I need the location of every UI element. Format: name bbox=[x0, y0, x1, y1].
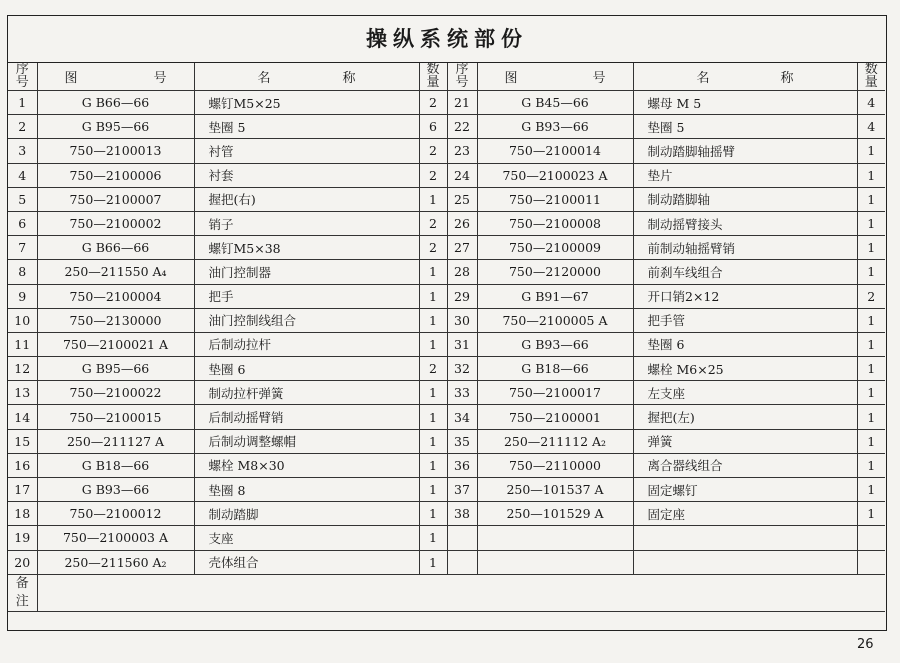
part-name-cell: 油门控制线组合 bbox=[194, 308, 419, 332]
seq-cell: 26 bbox=[447, 211, 477, 235]
drawing-number-cell: 250—211560 A₂ bbox=[37, 550, 194, 574]
table-row bbox=[8, 115, 885, 139]
header-drawing-left: 图 号 bbox=[37, 63, 194, 91]
quantity-cell: 1 bbox=[857, 332, 885, 356]
drawing-number-cell: 750—2100022 bbox=[37, 381, 194, 405]
quantity-cell: 2 bbox=[419, 163, 447, 187]
drawing-number-cell: G B66—66 bbox=[37, 91, 194, 115]
seq-cell: 20 bbox=[8, 550, 37, 574]
part-name-cell: 垫圈 6 bbox=[194, 357, 419, 381]
drawing-number-cell: 750—2100004 bbox=[37, 284, 194, 308]
table-row bbox=[8, 478, 885, 502]
table-row bbox=[8, 163, 885, 187]
page-title: 操纵系统部份 bbox=[8, 16, 886, 63]
part-name-cell: 螺钉M5×38 bbox=[194, 236, 419, 260]
quantity-cell: 1 bbox=[857, 381, 885, 405]
drawing-number-cell bbox=[477, 550, 633, 574]
seq-cell: 23 bbox=[447, 139, 477, 163]
quantity-cell: 1 bbox=[419, 284, 447, 308]
drawing-number-cell: G B93—66 bbox=[477, 115, 633, 139]
quantity-cell: 4 bbox=[857, 115, 885, 139]
part-name-cell: 前刹车线组合 bbox=[633, 260, 857, 284]
seq-cell: 29 bbox=[447, 284, 477, 308]
drawing-number-cell: G B66—66 bbox=[37, 236, 194, 260]
seq-cell: 22 bbox=[447, 115, 477, 139]
seq-cell: 35 bbox=[447, 429, 477, 453]
header-row bbox=[8, 63, 885, 91]
drawing-number-cell: 750—2100005 A bbox=[477, 308, 633, 332]
seq-cell: 27 bbox=[447, 236, 477, 260]
part-name-cell: 后制动拉杆 bbox=[194, 332, 419, 356]
quantity-cell: 1 bbox=[419, 526, 447, 550]
drawing-number-cell: 250—211550 A₄ bbox=[37, 260, 194, 284]
seq-cell: 15 bbox=[8, 429, 37, 453]
quantity-cell: 1 bbox=[419, 478, 447, 502]
seq-cell: 10 bbox=[8, 308, 37, 332]
quantity-cell: 1 bbox=[857, 260, 885, 284]
remarks-label: 备 注 bbox=[8, 574, 37, 611]
drawing-number-cell: 250—211112 A₂ bbox=[477, 429, 633, 453]
part-name-cell: 制动摇臂接头 bbox=[633, 211, 857, 235]
quantity-cell: 1 bbox=[857, 478, 885, 502]
header-name-right: 名 称 bbox=[633, 63, 857, 91]
drawing-number-cell: 750—2100002 bbox=[37, 211, 194, 235]
part-name-cell: 垫圈 8 bbox=[194, 478, 419, 502]
drawing-number-cell: 750—2100014 bbox=[477, 139, 633, 163]
part-name-cell bbox=[633, 526, 857, 550]
seq-cell: 11 bbox=[8, 332, 37, 356]
drawing-number-cell: 750—2100007 bbox=[37, 187, 194, 211]
part-name-cell: 壳体组合 bbox=[194, 550, 419, 574]
table-row bbox=[8, 526, 885, 550]
seq-cell: 13 bbox=[8, 381, 37, 405]
quantity-cell: 1 bbox=[419, 260, 447, 284]
part-name-cell: 后制动摇臂销 bbox=[194, 405, 419, 429]
quantity-cell: 1 bbox=[857, 163, 885, 187]
part-name-cell: 左支座 bbox=[633, 381, 857, 405]
quantity-cell: 1 bbox=[857, 405, 885, 429]
quantity-cell: 1 bbox=[857, 429, 885, 453]
quantity-cell: 1 bbox=[857, 187, 885, 211]
drawing-number-cell: G B95—66 bbox=[37, 115, 194, 139]
seq-cell: 16 bbox=[8, 453, 37, 477]
part-name-cell: 制动踏脚轴 bbox=[633, 187, 857, 211]
seq-cell: 6 bbox=[8, 211, 37, 235]
page-number: 26 bbox=[857, 637, 874, 652]
quantity-cell: 2 bbox=[419, 236, 447, 260]
table-row bbox=[8, 236, 885, 260]
parts-table bbox=[8, 63, 885, 612]
table-row bbox=[8, 381, 885, 405]
quantity-cell bbox=[857, 550, 885, 574]
header-seq-left: 序 号 bbox=[8, 63, 37, 91]
seq-cell: 1 bbox=[8, 91, 37, 115]
table-row bbox=[8, 357, 885, 381]
table-row bbox=[8, 260, 885, 284]
seq-cell: 38 bbox=[447, 502, 477, 526]
table-row bbox=[8, 550, 885, 574]
quantity-cell: 4 bbox=[857, 91, 885, 115]
quantity-cell: 1 bbox=[419, 405, 447, 429]
seq-cell bbox=[447, 526, 477, 550]
header-drawing-right: 图 号 bbox=[477, 63, 633, 91]
table-row bbox=[8, 429, 885, 453]
part-name-cell: 垫圈 5 bbox=[194, 115, 419, 139]
quantity-cell: 1 bbox=[857, 453, 885, 477]
drawing-number-cell: 750—2100001 bbox=[477, 405, 633, 429]
drawing-number-cell: 750—2100013 bbox=[37, 139, 194, 163]
table-row bbox=[8, 187, 885, 211]
quantity-cell: 1 bbox=[419, 429, 447, 453]
quantity-cell: 1 bbox=[857, 357, 885, 381]
quantity-cell: 2 bbox=[857, 284, 885, 308]
part-name-cell: 油门控制器 bbox=[194, 260, 419, 284]
part-name-cell: 制动踏脚轴摇臂 bbox=[633, 139, 857, 163]
part-name-cell: 制动拉杆弹簧 bbox=[194, 381, 419, 405]
seq-cell: 25 bbox=[447, 187, 477, 211]
seq-cell: 18 bbox=[8, 502, 37, 526]
quantity-cell bbox=[857, 526, 885, 550]
quantity-cell: 1 bbox=[857, 502, 885, 526]
table-row bbox=[8, 332, 885, 356]
drawing-number-cell: 750—2100003 A bbox=[37, 526, 194, 550]
table-row bbox=[8, 308, 885, 332]
table-row bbox=[8, 502, 885, 526]
drawing-number-cell: G B95—66 bbox=[37, 357, 194, 381]
quantity-cell: 2 bbox=[419, 211, 447, 235]
table-row bbox=[8, 405, 885, 429]
drawing-number-cell: 750—2100011 bbox=[477, 187, 633, 211]
part-name-cell: 后制动调整螺帽 bbox=[194, 429, 419, 453]
drawing-number-cell: 750—2100008 bbox=[477, 211, 633, 235]
drawing-number-cell: 250—101529 A bbox=[477, 502, 633, 526]
drawing-number-cell: 750—2130000 bbox=[37, 308, 194, 332]
seq-cell: 28 bbox=[447, 260, 477, 284]
part-name-cell: 螺钉M5×25 bbox=[194, 91, 419, 115]
table-row bbox=[8, 139, 885, 163]
seq-cell: 7 bbox=[8, 236, 37, 260]
part-name-cell: 握把(左) bbox=[633, 405, 857, 429]
drawing-number-cell: 750—2100017 bbox=[477, 381, 633, 405]
table-row bbox=[8, 284, 885, 308]
quantity-cell: 2 bbox=[419, 139, 447, 163]
part-name-cell: 把手管 bbox=[633, 308, 857, 332]
quantity-cell: 1 bbox=[419, 187, 447, 211]
header-name-left: 名 称 bbox=[194, 63, 419, 91]
remarks-content bbox=[37, 574, 885, 611]
part-name-cell: 弹簧 bbox=[633, 429, 857, 453]
part-name-cell: 垫圈 6 bbox=[633, 332, 857, 356]
part-name-cell: 离合器线组合 bbox=[633, 453, 857, 477]
drawing-number-cell: 250—101537 A bbox=[477, 478, 633, 502]
seq-cell: 37 bbox=[447, 478, 477, 502]
seq-cell: 8 bbox=[8, 260, 37, 284]
seq-cell: 12 bbox=[8, 357, 37, 381]
seq-cell: 36 bbox=[447, 453, 477, 477]
drawing-number-cell: G B93—66 bbox=[37, 478, 194, 502]
seq-cell: 30 bbox=[447, 308, 477, 332]
part-name-cell: 销子 bbox=[194, 211, 419, 235]
quantity-cell: 1 bbox=[857, 211, 885, 235]
drawing-number-cell: 750—2100006 bbox=[37, 163, 194, 187]
part-name-cell: 衬管 bbox=[194, 139, 419, 163]
drawing-number-cell: G B45—66 bbox=[477, 91, 633, 115]
drawing-number-cell: G B91—67 bbox=[477, 284, 633, 308]
parts-sheet bbox=[7, 15, 887, 631]
seq-cell: 32 bbox=[447, 357, 477, 381]
part-name-cell: 衬套 bbox=[194, 163, 419, 187]
seq-cell: 19 bbox=[8, 526, 37, 550]
seq-cell: 4 bbox=[8, 163, 37, 187]
drawing-number-cell bbox=[477, 526, 633, 550]
part-name-cell: 开口销2×12 bbox=[633, 284, 857, 308]
part-name-cell: 垫圈 5 bbox=[633, 115, 857, 139]
seq-cell: 5 bbox=[8, 187, 37, 211]
quantity-cell: 1 bbox=[857, 308, 885, 332]
drawing-number-cell: G B93—66 bbox=[477, 332, 633, 356]
seq-cell bbox=[447, 550, 477, 574]
seq-cell: 34 bbox=[447, 405, 477, 429]
part-name-cell: 支座 bbox=[194, 526, 419, 550]
part-name-cell: 固定螺钉 bbox=[633, 478, 857, 502]
seq-cell: 24 bbox=[447, 163, 477, 187]
part-name-cell: 把手 bbox=[194, 284, 419, 308]
table-row bbox=[8, 91, 885, 115]
part-name-cell: 固定座 bbox=[633, 502, 857, 526]
seq-cell: 31 bbox=[447, 332, 477, 356]
quantity-cell: 2 bbox=[419, 91, 447, 115]
part-name-cell: 螺母 M 5 bbox=[633, 91, 857, 115]
part-name-cell bbox=[633, 550, 857, 574]
quantity-cell: 6 bbox=[419, 115, 447, 139]
seq-cell: 3 bbox=[8, 139, 37, 163]
part-name-cell: 制动踏脚 bbox=[194, 502, 419, 526]
drawing-number-cell: 750—2100015 bbox=[37, 405, 194, 429]
drawing-number-cell: 250—211127 A bbox=[37, 429, 194, 453]
part-name-cell: 螺栓 M8×30 bbox=[194, 453, 419, 477]
part-name-cell: 垫片 bbox=[633, 163, 857, 187]
header-qty-right: 数 量 bbox=[857, 63, 885, 91]
quantity-cell: 1 bbox=[419, 502, 447, 526]
drawing-number-cell: 750—2100023 A bbox=[477, 163, 633, 187]
drawing-number-cell: 750—2120000 bbox=[477, 260, 633, 284]
drawing-number-cell: 750—2100012 bbox=[37, 502, 194, 526]
quantity-cell: 1 bbox=[419, 308, 447, 332]
part-name-cell: 握把(右) bbox=[194, 187, 419, 211]
seq-cell: 2 bbox=[8, 115, 37, 139]
quantity-cell: 1 bbox=[857, 236, 885, 260]
table-row bbox=[8, 453, 885, 477]
quantity-cell: 1 bbox=[419, 381, 447, 405]
quantity-cell: 1 bbox=[419, 332, 447, 356]
seq-cell: 14 bbox=[8, 405, 37, 429]
seq-cell: 33 bbox=[447, 381, 477, 405]
quantity-cell: 1 bbox=[419, 453, 447, 477]
drawing-number-cell: G B18—66 bbox=[477, 357, 633, 381]
table-row bbox=[8, 211, 885, 235]
part-name-cell: 前制动轴摇臂销 bbox=[633, 236, 857, 260]
drawing-number-cell: 750—2100021 A bbox=[37, 332, 194, 356]
quantity-cell: 1 bbox=[857, 139, 885, 163]
part-name-cell: 螺栓 M6×25 bbox=[633, 357, 857, 381]
drawing-number-cell: G B18—66 bbox=[37, 453, 194, 477]
seq-cell: 17 bbox=[8, 478, 37, 502]
remarks-row bbox=[8, 574, 885, 611]
quantity-cell: 1 bbox=[419, 550, 447, 574]
header-seq-right: 序 号 bbox=[447, 63, 477, 91]
header-qty-left: 数 量 bbox=[419, 63, 447, 91]
seq-cell: 9 bbox=[8, 284, 37, 308]
seq-cell: 21 bbox=[447, 91, 477, 115]
drawing-number-cell: 750—2110000 bbox=[477, 453, 633, 477]
quantity-cell: 2 bbox=[419, 357, 447, 381]
drawing-number-cell: 750—2100009 bbox=[477, 236, 633, 260]
